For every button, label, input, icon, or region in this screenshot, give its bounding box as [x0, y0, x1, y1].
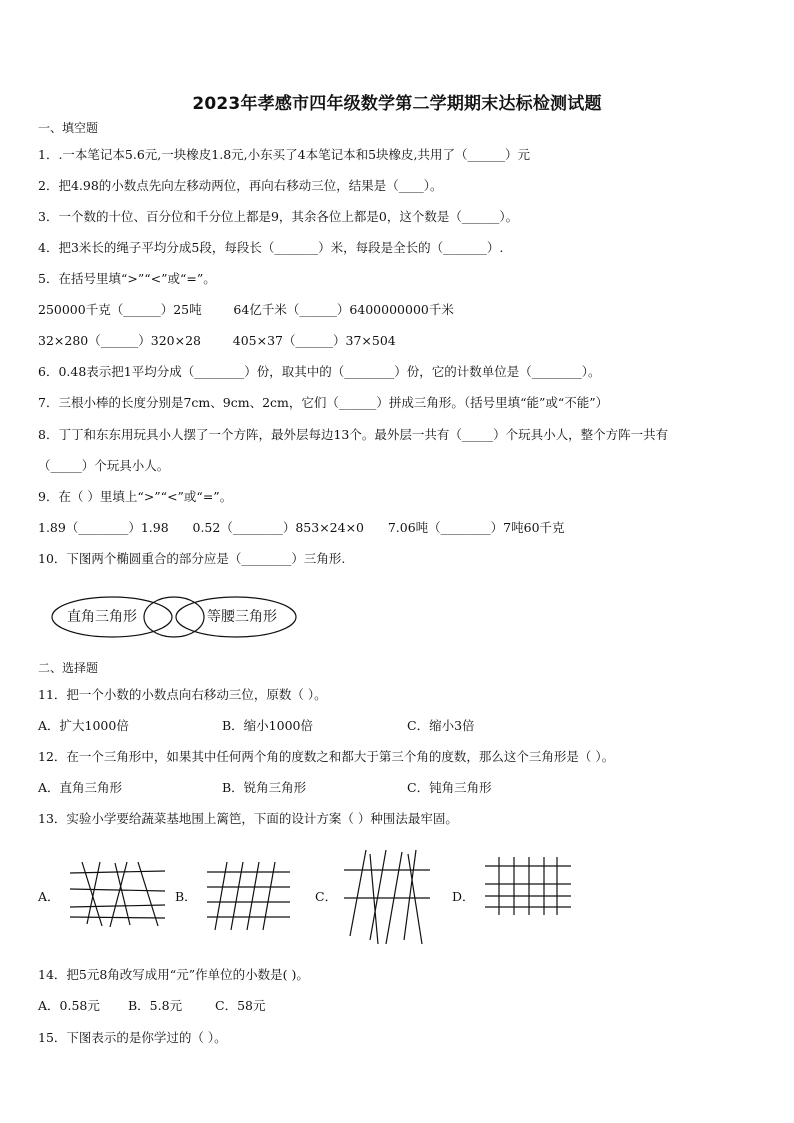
question-9-row: 1.89（________）1.98 0.52（________）853×24×0 7.06吨（________）7吨60千克	[38, 520, 565, 535]
question-12-option-c[interactable]: C．钝角三角形	[407, 780, 492, 795]
question-5: 5．在括号里填“>”“<”或“=”。	[38, 271, 216, 286]
question-11: 11．把一个小数的小数点向右移动三位，原数（ ）。	[38, 687, 327, 702]
question-14-option-a[interactable]: A．0.58元	[38, 998, 100, 1013]
question-13-label-d[interactable]: D．	[452, 889, 475, 904]
question-13-label-b[interactable]: B．	[175, 889, 197, 904]
question-5-row-1: 250000千克（______）25吨 64亿千米（______）6400000000千米	[38, 302, 454, 317]
question-11-option-b[interactable]: B．缩小1000倍	[222, 718, 313, 733]
question-7: 7．三根小棒的长度分别是7cm、9cm、2cm，它们（______）拼成三角形。（括号里填“能”或“不能”）	[38, 395, 609, 410]
question-2: 2．把4.98的小数点先向左移动两位，再向右移动三位，结果是（____）。	[38, 178, 443, 193]
page-title: 2023年孝感市四年级数学第二学期期末达标检测试题	[192, 94, 602, 114]
question-4: 4．把3米长的绳子平均分成5段，每段长（_______）米，每段是全长的（_______）.	[38, 240, 504, 255]
question-13: 13．实验小学要给蔬菜基地围上篱笆，下面的设计方案（ ）种围法最牢固。	[38, 811, 458, 826]
section-heading-fill: 一、填空题	[38, 121, 99, 135]
question-12-option-b[interactable]: B．锐角三角形	[222, 780, 307, 795]
question-12-option-a[interactable]: A．直角三角形	[38, 780, 123, 795]
question-14: 14．把5元8角改写成用“元”作单位的小数是( )。	[38, 967, 309, 982]
question-1: 1．.一本笔记本5.6元,一块橡皮1.8元,小东买了4本笔记本和5块橡皮,共用了（______）元	[38, 147, 531, 162]
question-5-row-2: 32×280（______）320×28 405×37（______）37×504	[38, 333, 396, 348]
question-15: 15．下图表示的是你学过的（ ）。	[38, 1030, 227, 1045]
question-11-option-c[interactable]: C．缩小3倍	[407, 718, 475, 733]
question-13-label-c[interactable]: C．	[315, 889, 338, 904]
venn-overlap-ellipse	[144, 597, 204, 637]
question-10: 10．下图两个椭圆重合的部分应是（________）三角形.	[38, 551, 346, 566]
question-6: 6．0.48表示把1平均分成（________）份，取其中的（________）份，它的计数单位是（________）。	[38, 364, 601, 379]
section-heading-choice: 二、选择题	[38, 661, 99, 675]
question-3: 3．一个数的十位、百分位和千分位上都是9，其余各位上都是0，这个数是（______）。	[38, 209, 519, 224]
question-12: 12．在一个三角形中，如果其中任何两个角的度数之和都大于第三个角的度数，那么这个三角形是（ ）。	[38, 749, 615, 764]
question-13-label-a[interactable]: A．	[38, 889, 60, 904]
question-11-option-a[interactable]: A．扩大1000倍	[38, 718, 129, 733]
venn-left-label: 直角三角形	[67, 609, 137, 625]
question-9: 9．在（ ）里填上“>”“<”或“=”。	[38, 489, 233, 504]
question-14-option-b[interactable]: B．5.8元	[128, 998, 183, 1013]
fence-diagram-c	[342, 848, 437, 948]
question-8-line-2: （_____）个玩具小人。	[38, 458, 170, 473]
question-14-option-c[interactable]: C．58元	[215, 998, 266, 1013]
fence-diagram-b	[205, 860, 305, 935]
question-8-line-1: 8．丁丁和东东用玩具小人摆了一个方阵，最外层每边13个。最外层一共有（_____）个玩具小人，整个方阵一共有	[38, 427, 669, 442]
fence-diagram-a	[70, 860, 170, 930]
fence-diagram-d	[483, 855, 578, 920]
venn-right-label: 等腰三角形	[207, 609, 277, 625]
